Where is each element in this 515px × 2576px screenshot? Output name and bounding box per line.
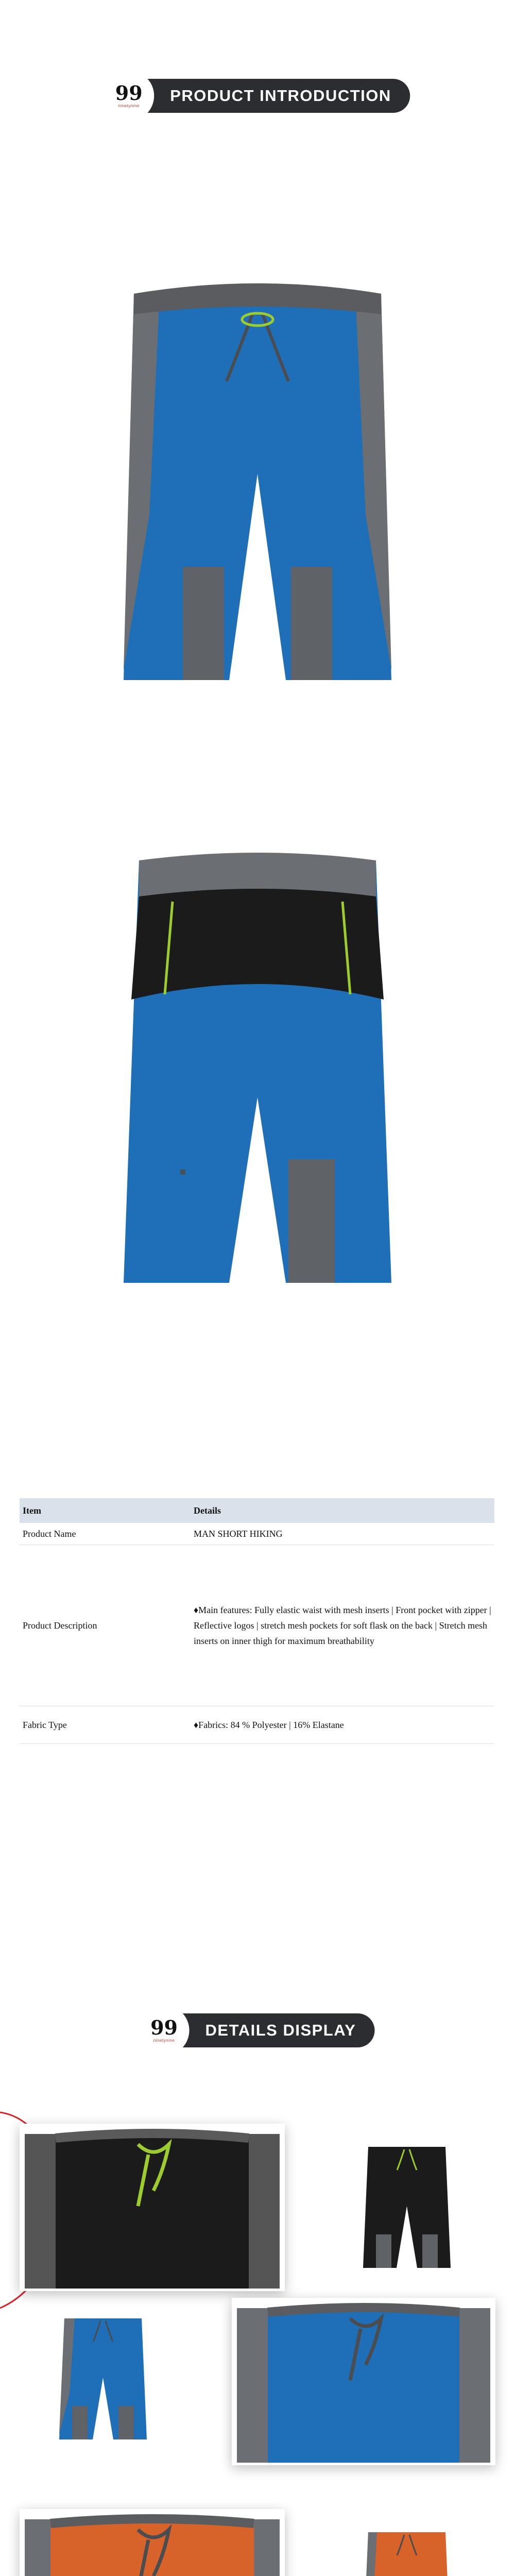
- shorts-orange-image: [360, 2530, 453, 2576]
- table-row: Product Description ♦Main features: Fully elastic waist with mesh inserts | Front pocket with zipper | Reflective logos | stretch mesh pockets for soft flask on the back | Stretch mesh inserts on inner thigh for maximum breathability: [20, 1545, 494, 1706]
- shorts-blue-small-image: [57, 2316, 149, 2445]
- spec-table: [20, 1498, 494, 1744]
- detail-blue-waist: [232, 2298, 495, 2465]
- shorts-front-image: [103, 278, 412, 690]
- details-title: DETAILS DISPLAY: [152, 2013, 375, 2047]
- table-header: Item: [20, 1498, 191, 1523]
- shorts-black-image: [360, 2144, 453, 2273]
- table-row: Fabric Type ♦Fabrics: 84 % Polyester | 16% Elastane: [20, 1706, 494, 1744]
- brand-logo: 99 ninetynine: [141, 2007, 188, 2054]
- brand-logo: 99 ninetynine: [105, 72, 152, 120]
- table-header: Details: [191, 1498, 494, 1523]
- detail-black-waist: [20, 2124, 285, 2291]
- detail-orange-waist: [20, 2509, 285, 2576]
- table-row: Product Name MAN SHORT HIKING: [20, 1523, 494, 1545]
- intro-banner: [105, 72, 410, 120]
- intro-title: PRODUCT INTRODUCTION: [116, 79, 410, 113]
- details-banner: [141, 2007, 375, 2054]
- shorts-back-image: [103, 850, 412, 1293]
